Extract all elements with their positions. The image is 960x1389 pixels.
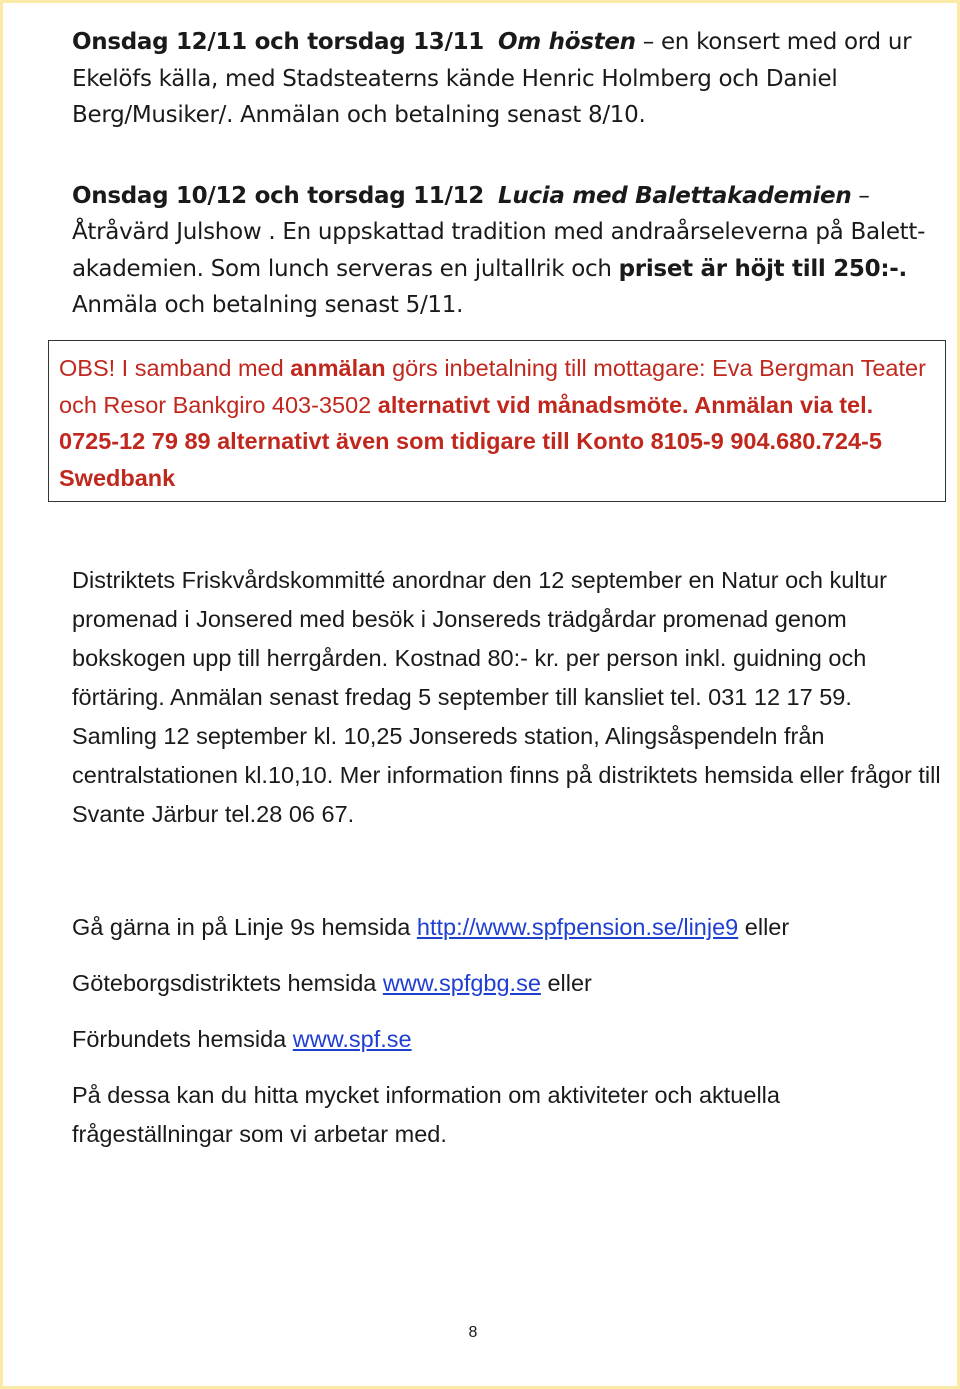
obs-text: görs inbetalning till mottagare: Eva Bergman Teater och Resor Bankgiro 403-3502 xyxy=(59,355,926,418)
event-description: – en konsert med ord ur Ekelöfs källa, med Stadsteaterns kände Henric Holmberg och Daniel Berg/Musiker/. Anmälan och betalning senast 8/10. xyxy=(72,29,912,128)
spfgbg-link[interactable]: www.spfgbg.se xyxy=(382,970,541,996)
obs-text: OBS! I samband med xyxy=(59,355,291,381)
link-suffix: eller xyxy=(540,970,592,996)
event-date: Onsdag 12/11 och torsdag 13/11 xyxy=(72,29,485,55)
link-suffix: eller xyxy=(738,914,790,940)
event-title: Om hösten xyxy=(498,29,636,55)
link-label: Göteborgsdistriktets hemsida xyxy=(72,970,383,996)
obs-emphasis: anmälan xyxy=(290,355,386,381)
link-label: Gå gärna in på Linje 9s hemsida xyxy=(72,914,417,940)
events-section xyxy=(72,24,932,324)
event-description: – Åtråvärd Julshow . En uppskattad tradition med andraårseleverna på Balett-akademien. Som lunch serveras en jultallrik och xyxy=(72,182,926,282)
spf-link[interactable]: www.spf.se xyxy=(292,1026,412,1052)
link-line-gbg xyxy=(72,964,942,1003)
walk-paragraph: Distriktets Friskvårdskommitté anordnar den 12 september en Natur och kultur promenad i Jonsered med besök i Jonsereds trädgårdar promenad genom bokskogen upp till herrgården. Kostnad 80:- kr. per person inkl. guidning och förtäring. Anmälan senast fredag 5 september till kansliet tel. 031 12 17 59. Samling 12 september kl. 10,25 Jonsereds station, Alingsåspendeln från centralstationen kl.10,10. Mer information finns på distriktets hemsida eller frågor till Svante Järbur tel.28 06 67. xyxy=(72,567,941,827)
linje9-link[interactable]: http://www.spfpension.se/linje9 xyxy=(416,914,739,940)
link-line-linje9 xyxy=(72,908,942,947)
closing-paragraph: På dessa kan du hitta mycket information om aktiviteter och aktuella frågeställningar som vi arbetar med. xyxy=(72,1082,780,1147)
event-price: priset är höjt till 250:-. xyxy=(618,255,907,282)
page-number: 8 xyxy=(468,1324,478,1341)
event-om-hosten xyxy=(72,24,932,134)
event-deadline: Anmäla och betalning senast 5/11. xyxy=(72,292,464,318)
obs-notice-box xyxy=(48,340,946,502)
link-label: Förbundets hemsida xyxy=(72,1026,293,1052)
link-line-spf xyxy=(72,1020,942,1059)
links-section xyxy=(72,908,942,1154)
event-lucia xyxy=(72,178,932,324)
event-title: Lucia med Balettakademien xyxy=(498,182,852,209)
event-date: Onsdag 10/12 och torsdag 11/12 xyxy=(72,182,485,209)
obs-emphasis: alternativt vid månadsmöte. Anmälan via tel. 0725-12 79 89 alternativt även som tidigare till Konto 8105-9 904.680.724-5 Swedbank xyxy=(59,391,882,491)
